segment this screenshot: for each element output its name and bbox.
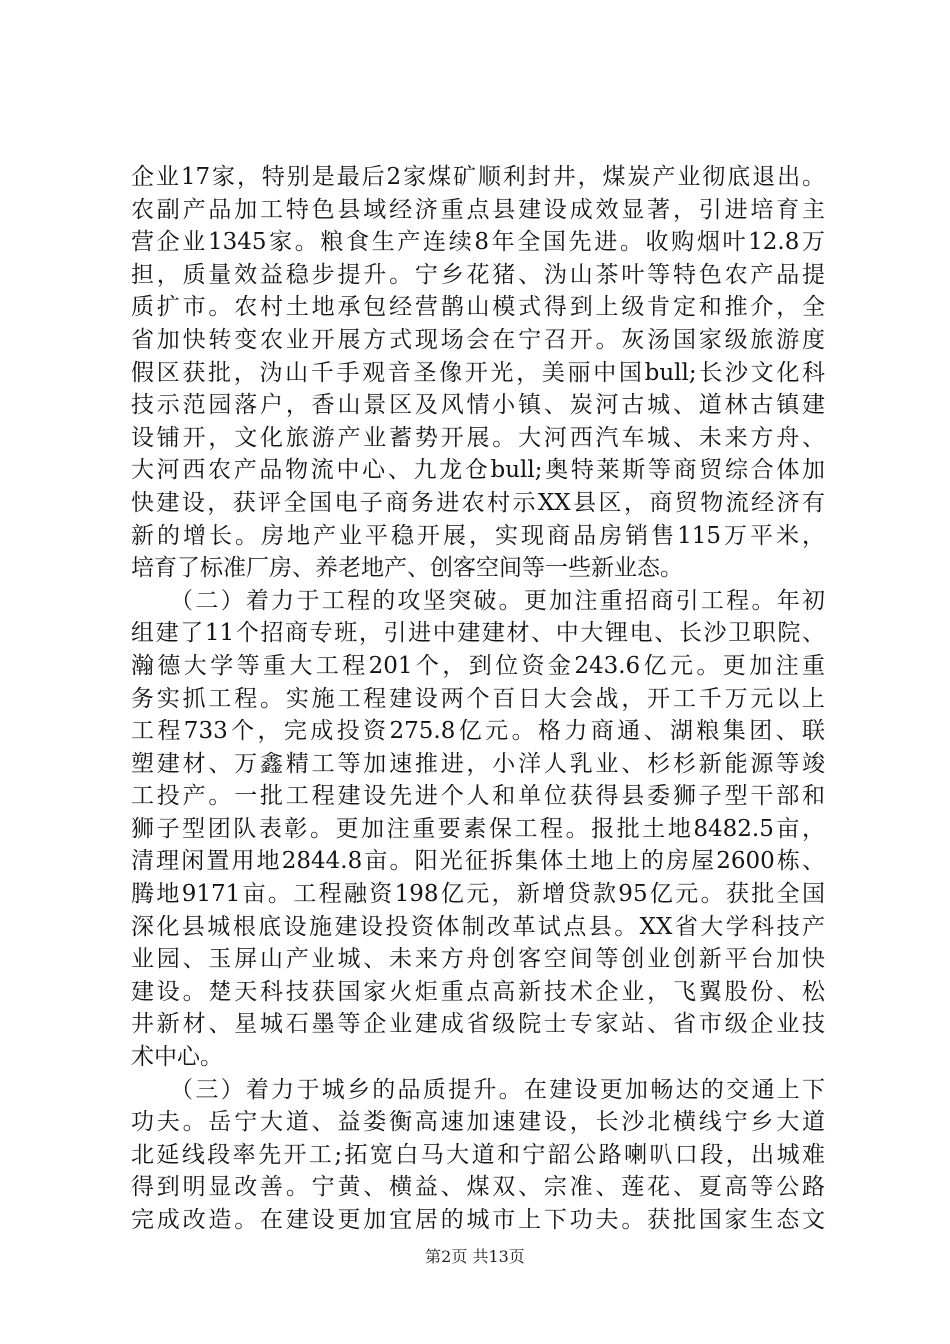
text-line: 企业17家，特别是最后2家煤矿顺利封井，煤炭产业彻底退出。 bbox=[131, 164, 825, 190]
text-line: 深化县城根底设施建设投资体制改革试点县。XX省大学科技产 bbox=[131, 913, 825, 940]
text-line: 术中心。 bbox=[131, 1044, 223, 1071]
paragraph-2 bbox=[131, 585, 825, 1074]
text-line: 井新材、星城石墨等企业建成省级院士专家站、省市级企业技 bbox=[131, 1011, 825, 1038]
text-line: 瀚德大学等重大工程201个，到位资金243.6亿元。更加注重 bbox=[131, 652, 825, 679]
text-line: 建设。楚天科技获国家火炬重点高新技术企业，飞翼股份、松 bbox=[131, 978, 825, 1005]
text-line: 业园、玉屏山产业城、未来方舟创客空间等创业创新平台加快 bbox=[131, 946, 825, 973]
text-line: 农副产品加工特色县域经济重点县建设成效显著，引进培育主 bbox=[131, 196, 825, 223]
text-line: 新的增长。房地产业平稳开展，实现商品房销售115万平米， bbox=[131, 522, 825, 549]
text-line: 省加快转变农业开展方式现场会在宁召开。灰汤国家级旅游度 bbox=[131, 326, 825, 353]
text-line: 北延线段率先开工;拓宽白马大道和宁韶公路喇叭口段，出城难 bbox=[131, 1141, 825, 1168]
text-line: （二）着力于工程的攻坚突破。更加注重招商引工程。年初 bbox=[131, 587, 825, 614]
text-line: 技示范园落户，香山景区及风情小镇、炭河古城、道林古镇建 bbox=[131, 392, 825, 419]
text-line: 狮子型团队表彰。更加注重要素保工程。报批土地8482.5亩， bbox=[131, 815, 825, 842]
text-line: 腾地9171亩。工程融资198亿元，新增贷款95亿元。获批全国 bbox=[131, 881, 825, 908]
text-line: 快建设，获评全国电子商务进农村示XX县区，商贸物流经济有 bbox=[131, 489, 825, 516]
text-line: 设铺开，文化旅游产业蓄势开展。大河西汽车城、未来方舟、 bbox=[131, 424, 825, 451]
text-line: 培育了标准厂房、养老地产、创客空间等一些新业态。 bbox=[131, 555, 683, 582]
text-line: 务实抓工程。实施工程建设两个百日大会战，开工千万元以上 bbox=[131, 685, 825, 712]
text-line: 塑建材、万鑫精工等加速推进，小洋人乳业、杉杉新能源等竣 bbox=[131, 750, 825, 777]
paragraph-3 bbox=[131, 1074, 825, 1237]
page-number: 第2页 共13页 bbox=[425, 1247, 525, 1266]
text-line: 工程733个，完成投资275.8亿元。格力商通、湖粮集团、联 bbox=[131, 718, 825, 745]
text-line: 担，质量效益稳步提升。宁乡花猪、沩山茶叶等特色农产品提 bbox=[131, 261, 825, 288]
text-line: 得到明显改善。宁黄、横益、煤双、宗准、莲花、夏高等公路 bbox=[131, 1174, 825, 1201]
text-line: 大河西农产品物流中心、九龙仓bull;奥特莱斯等商贸综合体加 bbox=[131, 457, 825, 484]
page-footer bbox=[0, 1244, 950, 1267]
document-body bbox=[131, 161, 825, 1237]
paragraph-1 bbox=[131, 161, 825, 585]
text-line: 组建了11个招商专班，引进中建建材、中大锂电、长沙卫职院、 bbox=[131, 620, 825, 647]
text-line: （三）着力于城乡的品质提升。在建设更加畅达的交通上下 bbox=[131, 1076, 825, 1103]
text-line: 假区获批，沩山千手观音圣像开光，美丽中国bull;长沙文化科 bbox=[131, 359, 825, 386]
text-line: 质扩市。农村土地承包经营鹊山模式得到上级肯定和推介，全 bbox=[131, 294, 825, 321]
text-line: 完成改造。在建设更加宜居的城市上下功夫。获批国家生态文 bbox=[131, 1207, 825, 1233]
text-line: 清理闲置用地2844.8亩。阳光征拆集体土地上的房屋2600栋、 bbox=[131, 848, 825, 875]
text-line: 工投产。一批工程建设先进个人和单位获得县委狮子型干部和 bbox=[131, 783, 825, 810]
text-line: 功夫。岳宁大道、益娄衡高速加速建设，长沙北横线宁乡大道 bbox=[131, 1109, 825, 1136]
text-line: 营企业1345家。粮食生产连续8年全国先进。收购烟叶12.8万 bbox=[131, 229, 825, 256]
